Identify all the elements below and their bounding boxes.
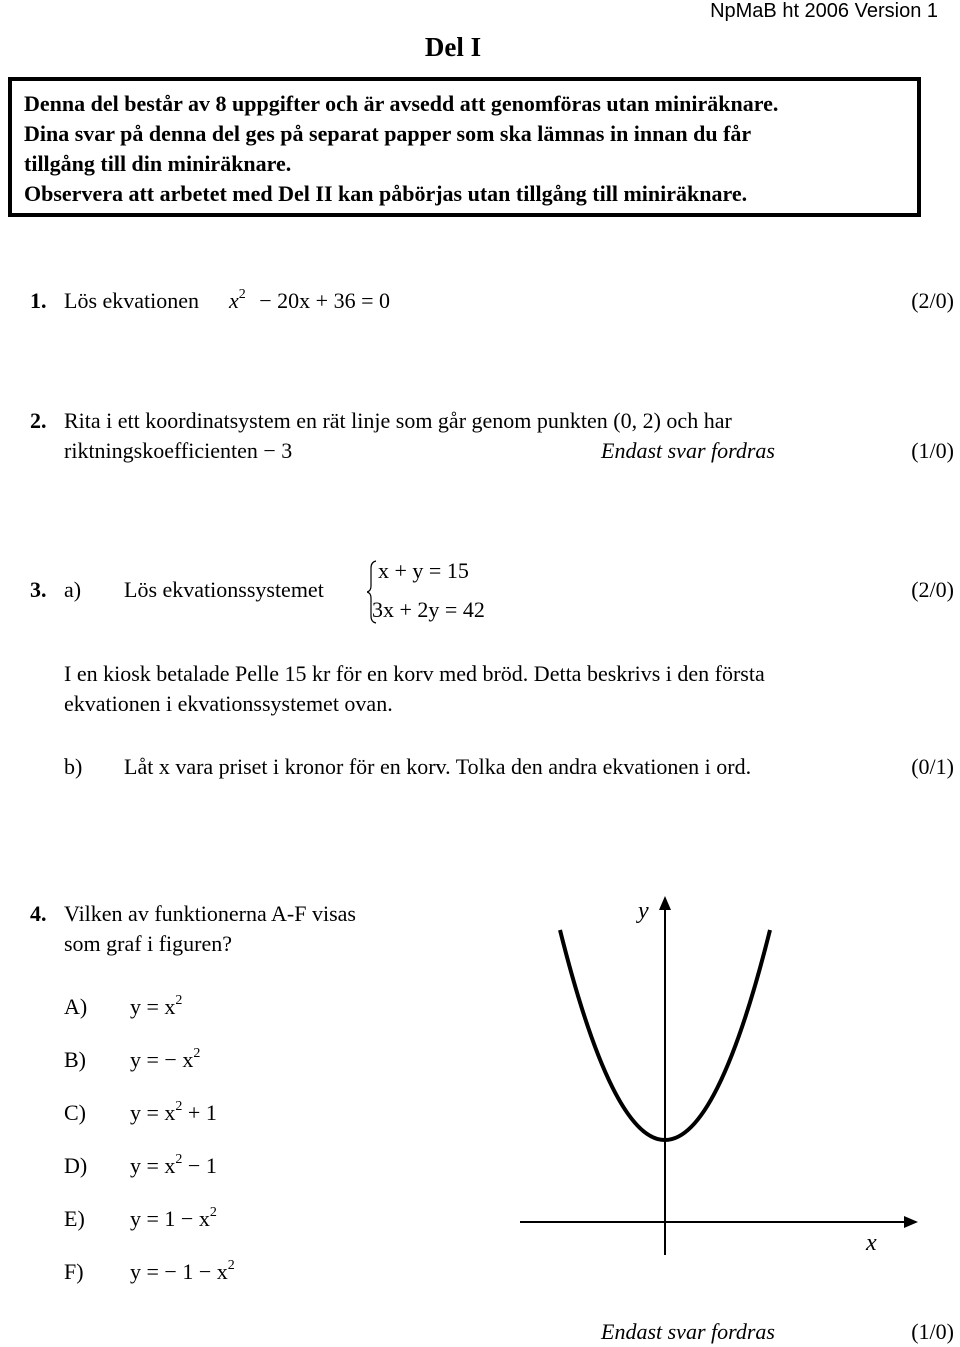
q4-line-2: som graf i figuren? — [64, 931, 232, 956]
q1-text: Lös ekvationen — [64, 288, 200, 313]
q2-line-1: Rita i ett koordinatsystem en rät linje som går genom punkten (0, 2) och har — [64, 408, 732, 433]
parabola-graph — [520, 890, 920, 1270]
q1-eq-rest: − 20x + 36 = 0 — [259, 288, 390, 313]
option-c-function: $y = x^2 + 1$ — [130, 1099, 217, 1125]
q1-eq-exponent: 2 — [238, 287, 246, 302]
q3a-text: Lös ekvationssystemet — [124, 577, 324, 602]
q1-points: (2/0) — [911, 288, 954, 313]
option-a-function: $y = x^2$ — [130, 993, 183, 1019]
q1-eq-variable: x — [229, 288, 239, 313]
option-e-function: $y = 1 - x^2$ — [130, 1205, 217, 1231]
q3-equation-1: x + y = 15 — [378, 558, 469, 583]
option-b-label: B) — [64, 1047, 86, 1072]
q4-answer-note: Endast svar fordras — [601, 1319, 775, 1344]
option-f-label: F) — [64, 1259, 84, 1284]
q2-answer-note: Endast svar fordras — [601, 438, 775, 463]
option-e-label: E) — [64, 1206, 85, 1231]
option-c-label: C) — [64, 1100, 86, 1125]
q3b-label: b) — [64, 754, 83, 779]
instructions-box — [8, 77, 921, 217]
q3-number: 3. — [30, 577, 47, 602]
q3-context-line-2: ekvationen i ekvationssystemet ovan. — [64, 691, 393, 716]
q3-context-line-1: I en kiosk betalade Pelle 15 kr för en korv med bröd. Detta beskrivs i den första — [64, 661, 765, 686]
part-title: Del I — [424, 32, 482, 62]
version-header: NpMaB ht 2006 Version 1 — [710, 0, 938, 22]
q2-line-2: riktningskoefficienten − 3 — [64, 438, 293, 463]
q3b-text: Låt x vara priset i kronor för en korv. Tolka den andra ekvationen i ord. — [124, 754, 752, 779]
x-axis-label: x — [866, 1230, 877, 1256]
q4-number: 4. — [30, 901, 47, 926]
q3a-points: (2/0) — [911, 577, 954, 602]
q3b-points: (0/1) — [911, 754, 954, 779]
y-axis-label: y — [638, 898, 649, 924]
option-d-label: D) — [64, 1153, 88, 1178]
q1-number: 1. — [30, 288, 47, 313]
instructions-line-1: Denna del består av 8 uppgifter och är avsedd att genomföras utan miniräknare. — [24, 91, 779, 116]
q1-equation — [229, 287, 390, 315]
q2-number: 2. — [30, 408, 47, 433]
q4-line-1: Vilken av funktionerna A-F visas — [64, 901, 356, 926]
option-a-label: A) — [64, 994, 88, 1019]
instructions-line-3: tillgång till din miniräknare. — [24, 151, 292, 176]
q3-equation-2: 3x + 2y = 42 — [372, 597, 485, 622]
option-b-function: y = − $x^2$ — [130, 1046, 201, 1072]
q3a-label: a) — [64, 577, 82, 602]
q2-points: (1/0) — [911, 438, 954, 463]
q4-points: (1/0) — [911, 1319, 954, 1344]
instructions-line-2: Dina svar på denna del ges på separat papper som ska lämnas in innan du får — [24, 121, 752, 146]
instructions-line-4: Observera att arbetet med Del II kan påbörjas utan tillgång till miniräknare. — [24, 181, 748, 206]
option-d-function: $y = x^2 - 1$ — [130, 1152, 217, 1178]
option-f-function: y = − $1 - x^2$ — [130, 1258, 235, 1284]
